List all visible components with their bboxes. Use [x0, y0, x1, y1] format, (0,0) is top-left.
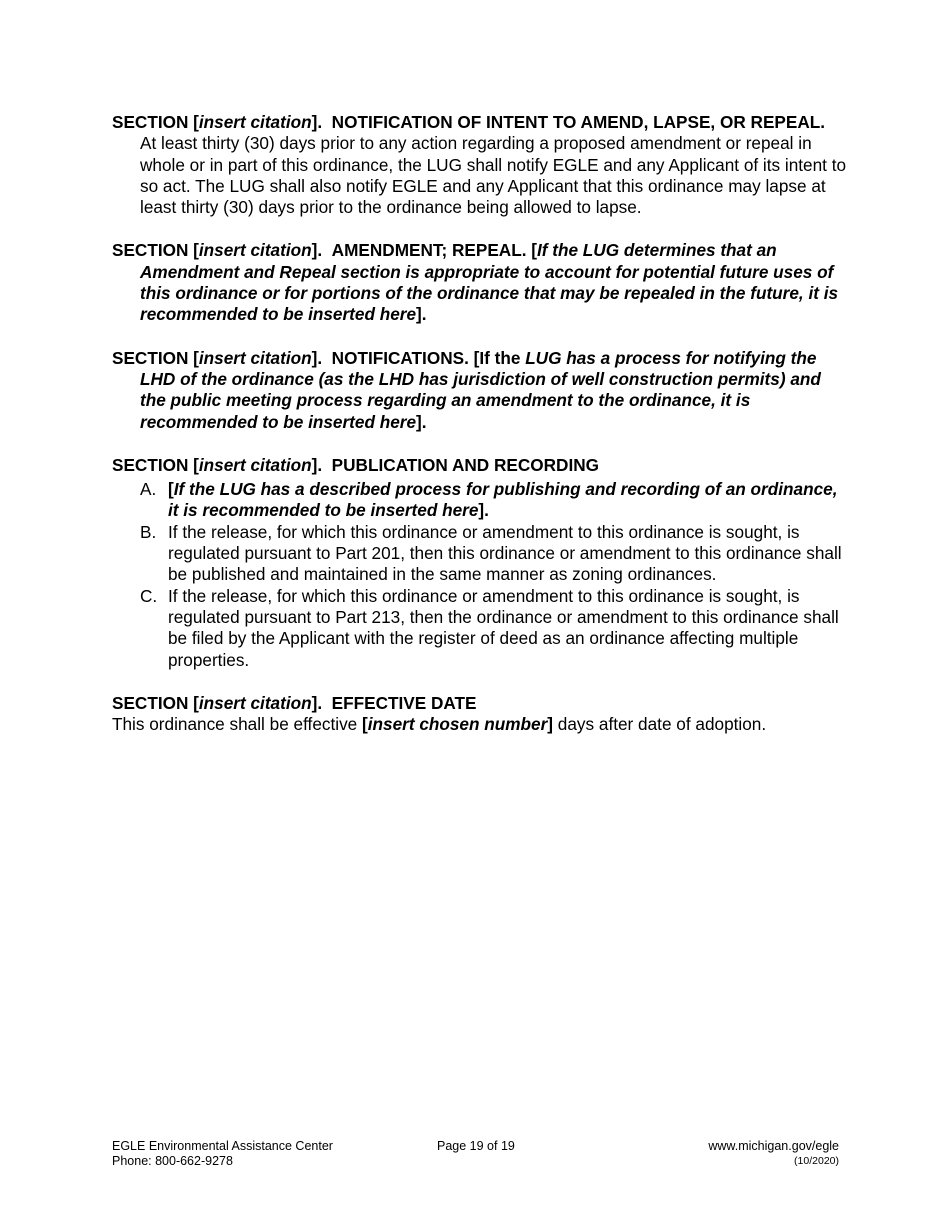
list-item	[112, 522, 847, 586]
footer-url: www.michigan.gov/egle	[708, 1139, 839, 1153]
list-marker: B.	[140, 521, 157, 542]
section-suffix: ].	[311, 347, 323, 368]
section-prefix: SECTION [	[112, 454, 199, 475]
citation-placeholder: insert citation	[198, 112, 312, 132]
section-note: If the LUG determines that an Amendment and Repeal section is appropriate to account for potential future uses of this ordinance or for portions of the ordinance that may be repealed in the future, it is recommended to be inserted here	[140, 240, 839, 325]
section-close: ].	[416, 411, 427, 432]
section-body: At least thirty (30) days prior to any action regarding a proposed amendment or repeal in whole or in part of this ordinance, the LUG shall notify EGLE and any Applicant of its intent to so act. The LUG shall also notify EGLE and any Applicant that this ordinance may lapse at least thirty (30) days prior to the ordinance being allowed to lapse.	[140, 133, 847, 218]
section-note: LUG has a process for notifying the LHD of the ordinance (as the LHD has jurisdiction of well construction permits) and the public meeting process regarding an amendment to the ordinance, it is recommended to be inserted here	[140, 347, 821, 432]
list-marker: A.	[140, 479, 157, 500]
section-title: AMENDMENT; REPEAL. [	[331, 240, 537, 261]
item-close: ].	[478, 500, 489, 521]
section-title: NOTIFICATIONS. [If the	[331, 347, 526, 368]
section-heading	[112, 693, 847, 714]
citation-placeholder: insert citation	[198, 347, 312, 368]
document-body	[112, 112, 847, 757]
section-close: ].	[416, 304, 427, 325]
footer-page-number: Page 19 of 19	[437, 1139, 515, 1153]
fill-close: ]	[547, 714, 554, 735]
footer-revision: (10/2020)	[794, 1155, 839, 1167]
section-prefix: SECTION [	[112, 347, 199, 368]
fill-open: [	[362, 714, 368, 735]
body-post: days after date of adoption.	[553, 714, 767, 735]
list-item	[112, 479, 847, 522]
section-prefix: SECTION [	[112, 692, 199, 713]
citation-placeholder: insert citation	[198, 692, 312, 713]
section-publication-recording	[112, 455, 847, 671]
publication-list	[112, 479, 847, 671]
citation-placeholder: insert citation	[198, 454, 312, 475]
body-pre: This ordinance shall be effective	[112, 714, 362, 735]
footer-right	[708, 1139, 839, 1169]
item-note: If the LUG has a described process for publishing and recording of an ordinance, it is recommended to be inserted here	[168, 479, 838, 521]
section-prefix: SECTION [	[112, 240, 199, 261]
section-body	[112, 714, 847, 735]
citation-placeholder: insert citation	[198, 240, 312, 261]
section-suffix: ].	[311, 112, 323, 132]
section-suffix: ].	[311, 692, 323, 713]
list-marker: C.	[140, 585, 158, 606]
section-title: PUBLICATION AND RECORDING	[331, 454, 600, 475]
section-heading	[112, 455, 847, 476]
footer-org: EGLE Environmental Assistance Center	[112, 1139, 333, 1153]
footer-phone: Phone: 800-662-9278	[112, 1154, 233, 1168]
section-notification-of-intent	[112, 112, 847, 218]
section-suffix: ].	[311, 240, 323, 261]
item-text: If the release, for which this ordinance or amendment to this ordinance is sought, is regulated pursuant to Part 201, then this ordinance or amendment to this ordinance shall be published and maintained in the same manner as zoning ordinances.	[168, 521, 842, 585]
fill-placeholder: insert chosen number	[367, 714, 548, 735]
section-amendment-repeal	[112, 240, 847, 325]
footer-left	[112, 1139, 333, 1169]
section-title: EFFECTIVE DATE	[331, 692, 477, 713]
item-text: If the release, for which this ordinance or amendment to this ordinance is sought, is regulated pursuant to Part 213, then the ordinance or amendment to this ordinance shall be filed by the Applicant with the register of deed as an ordinance affecting multiple properties.	[168, 585, 839, 670]
section-title: NOTIFICATION OF INTENT TO AMEND, LAPSE, OR REPEAL.	[331, 112, 826, 132]
section-prefix: SECTION [	[112, 112, 199, 132]
section-effective-date	[112, 693, 847, 736]
section-notifications	[112, 348, 847, 433]
item-open: [	[168, 479, 174, 500]
section-suffix: ].	[311, 454, 323, 475]
list-item	[112, 586, 847, 671]
